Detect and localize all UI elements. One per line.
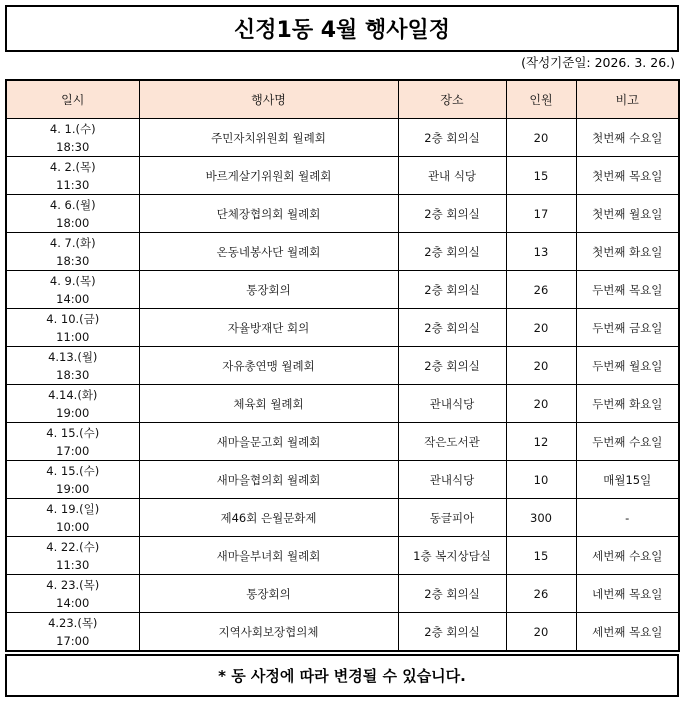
cell-place: 2층 회의실: [398, 233, 506, 271]
header-note: 비고: [576, 80, 679, 119]
cell-note: 첫번째 화요일: [576, 233, 679, 271]
cell-place: 2층 회의실: [398, 271, 506, 309]
table-row: [6, 385, 679, 423]
time: 19:00: [56, 481, 90, 496]
cell-event: 주민자치위원회 월례회: [139, 119, 398, 157]
header-event: 행사명: [139, 80, 398, 119]
time: 11:30: [56, 177, 90, 192]
cell-datetime: [6, 309, 139, 347]
cell-place: 2층 회의실: [398, 309, 506, 347]
cell-datetime: [6, 233, 139, 271]
date: 4.13.(월): [48, 349, 98, 364]
date: 4. 10.(금): [46, 311, 100, 326]
cell-place: 관내 식당: [398, 157, 506, 195]
time: 14:00: [56, 291, 90, 306]
date: 4. 9.(목): [49, 273, 96, 288]
header-people: 인원: [506, 80, 576, 119]
cell-note: 세번째 목요일: [576, 613, 679, 652]
date: 4. 19.(일): [46, 501, 100, 516]
cell-datetime: [6, 271, 139, 309]
time: 18:30: [56, 139, 90, 154]
table-row: [6, 309, 679, 347]
time: 18:30: [56, 253, 90, 268]
cell-place: 2층 회의실: [398, 119, 506, 157]
table-row: [6, 347, 679, 385]
table-row: [6, 119, 679, 157]
cell-datetime: [6, 537, 139, 575]
cell-note: 첫번째 수요일: [576, 119, 679, 157]
cell-note: 두번째 월요일: [576, 347, 679, 385]
time: 17:00: [56, 443, 90, 458]
table-row: [6, 613, 679, 652]
cell-note: 첫번째 목요일: [576, 157, 679, 195]
table-row: [6, 499, 679, 537]
cell-note: 두번째 금요일: [576, 309, 679, 347]
cell-people: 17: [506, 195, 576, 233]
cell-event: 온동네봉사단 월례회: [139, 233, 398, 271]
cell-place: 2층 회의실: [398, 575, 506, 613]
date: 4. 15.(수): [46, 425, 100, 440]
table-row: [6, 195, 679, 233]
cell-place: 2층 회의실: [398, 347, 506, 385]
cell-place: 2층 회의실: [398, 195, 506, 233]
cell-place: 관내식당: [398, 385, 506, 423]
date: 4. 15.(수): [46, 463, 100, 478]
time: 11:00: [56, 329, 90, 344]
date: 4. 6.(월): [49, 197, 96, 212]
cell-place: 작은도서관: [398, 423, 506, 461]
cell-datetime: [6, 119, 139, 157]
header-place: 장소: [398, 80, 506, 119]
cell-people: 12: [506, 423, 576, 461]
time: 14:00: [56, 595, 90, 610]
cell-note: 두번째 목요일: [576, 271, 679, 309]
cell-event: 지역사회보장협의체: [139, 613, 398, 652]
time: 11:30: [56, 557, 90, 572]
cell-place: 동글피아: [398, 499, 506, 537]
cell-people: 20: [506, 613, 576, 652]
cell-people: 20: [506, 309, 576, 347]
cell-note: 첫번째 월요일: [576, 195, 679, 233]
table-row: [6, 423, 679, 461]
cell-people: 300: [506, 499, 576, 537]
cell-note: 두번째 화요일: [576, 385, 679, 423]
cell-datetime: [6, 423, 139, 461]
cell-people: 10: [506, 461, 576, 499]
cell-people: 20: [506, 347, 576, 385]
date: 4. 1.(수): [49, 121, 96, 136]
cell-event: 통장회의: [139, 271, 398, 309]
cell-datetime: [6, 385, 139, 423]
cell-datetime: [6, 461, 139, 499]
date: 4. 2.(목): [49, 159, 96, 174]
cell-place: 1층 복지상담실: [398, 537, 506, 575]
cell-event: 통장회의: [139, 575, 398, 613]
cell-people: 20: [506, 119, 576, 157]
cell-note: -: [576, 499, 679, 537]
cell-event: 단체장협의회 월례회: [139, 195, 398, 233]
table-row: [6, 271, 679, 309]
cell-note: 매월15일: [576, 461, 679, 499]
table-header: [6, 80, 679, 119]
date: 4.23.(목): [48, 615, 98, 630]
cell-event: 새마을협의회 월례회: [139, 461, 398, 499]
cell-note: 세번째 수요일: [576, 537, 679, 575]
table-row: [6, 537, 679, 575]
basis-date: (작성기준일: 2026. 3. 26.): [521, 55, 675, 70]
cell-people: 15: [506, 157, 576, 195]
cell-event: 바르게살기위원회 월례회: [139, 157, 398, 195]
schedule-table: [5, 79, 680, 652]
cell-note: 두번째 수요일: [576, 423, 679, 461]
cell-datetime: [6, 499, 139, 537]
date: 4.14.(화): [48, 387, 98, 402]
cell-place: 관내식당: [398, 461, 506, 499]
cell-datetime: [6, 195, 139, 233]
cell-event: 새마을문고회 월례회: [139, 423, 398, 461]
cell-datetime: [6, 347, 139, 385]
cell-people: 26: [506, 271, 576, 309]
time: 19:00: [56, 405, 90, 420]
cell-people: 15: [506, 537, 576, 575]
table-row: [6, 575, 679, 613]
cell-event: 자율방재단 회의: [139, 309, 398, 347]
page-title: 신정1동 4월 행사일정: [5, 5, 679, 52]
cell-people: 20: [506, 385, 576, 423]
date: 4. 7.(화): [49, 235, 96, 250]
cell-datetime: [6, 157, 139, 195]
footer-notice: * 동 사정에 따라 변경될 수 있습니다.: [5, 654, 679, 697]
cell-place: 2층 회의실: [398, 613, 506, 652]
time: 18:30: [56, 367, 90, 382]
table-row: [6, 233, 679, 271]
cell-people: 13: [506, 233, 576, 271]
time: 17:00: [56, 633, 90, 648]
date: 4. 23.(목): [46, 577, 100, 592]
cell-datetime: [6, 613, 139, 652]
cell-people: 26: [506, 575, 576, 613]
cell-datetime: [6, 575, 139, 613]
cell-note: 네번째 목요일: [576, 575, 679, 613]
table-row: [6, 157, 679, 195]
cell-event: 체육회 월례회: [139, 385, 398, 423]
cell-event: 새마을부녀회 월례회: [139, 537, 398, 575]
cell-event: 제46회 은월문화제: [139, 499, 398, 537]
header-datetime: 일시: [6, 80, 139, 119]
table-row: [6, 461, 679, 499]
time: 10:00: [56, 519, 90, 534]
cell-event: 자유총연맹 월례회: [139, 347, 398, 385]
date: 4. 22.(수): [46, 539, 100, 554]
time: 18:00: [56, 215, 90, 230]
